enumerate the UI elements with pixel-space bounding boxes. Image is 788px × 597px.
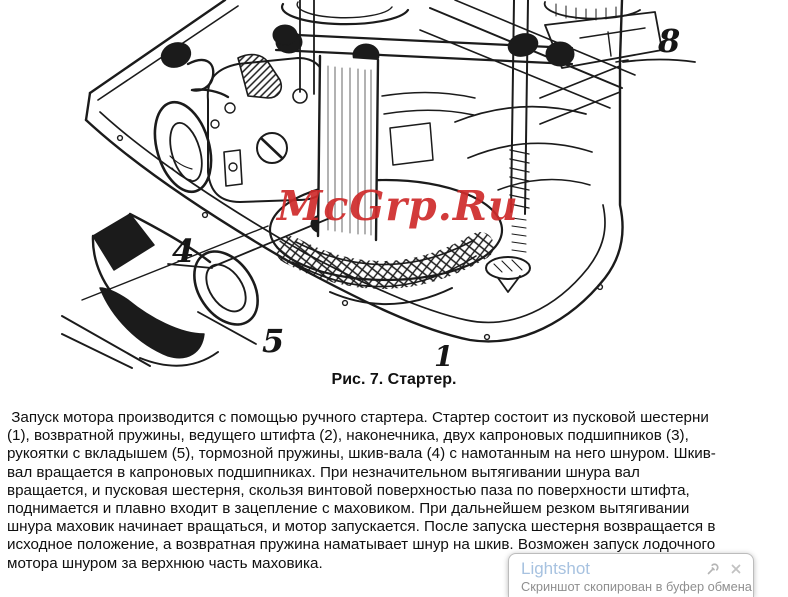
starter-handle <box>62 214 271 368</box>
paragraph-line: шнура маховик начинает вращаться, и мотор запускается. После запуска шестерня возвращается в <box>7 518 716 536</box>
callout-4: 4 <box>172 232 195 270</box>
paragraph-line: вращается, и пусковая шестерня, скользя винтовой поверхностью паза по поверхности штифта, <box>7 481 690 499</box>
callout-1: 1 <box>434 340 454 370</box>
lightshot-message: Скриншот скопирован в буфер обмена <box>521 579 752 594</box>
figure-caption: Рис. 7. Стартер. <box>331 371 457 388</box>
lightshot-popup <box>508 553 754 597</box>
paragraph-line: Запуск мотора производится с помощью ручного стартера. Стартер состоит из пусковой шестерни <box>7 409 709 426</box>
paragraph-line: (1), возвратной пружины, ведущего штифта (2), наконечника, двух капроновых подшипников (3), <box>7 427 689 445</box>
paragraph-line: рукоятки с вкладышем (5), тормозной пружины, шкив-вала (4) с намотанным на него шнуром. Шкив- <box>7 445 716 463</box>
paragraph-line: исходное положение, а возвратная пружина наматывает шнур на шкив. Возможен запуск лодочного <box>7 536 716 554</box>
wrench-icon[interactable] <box>706 562 720 576</box>
paragraph-line: мотора шнуром за верхнюю часть маховика. <box>7 554 323 572</box>
site-watermark: McGrp.Ru <box>277 182 519 230</box>
paragraph-line: поднимается и плавно входит в зацепление с маховиком. При дальнейшем резком вытягивании <box>7 500 690 518</box>
callout-8: 8 <box>658 22 681 60</box>
callout-5: 5 <box>262 322 285 360</box>
lightshot-title: Lightshot <box>521 559 590 578</box>
paragraph-line: вал вращается в капроновых подшипниках. При незначительном вытягивании шнура вал <box>7 463 640 481</box>
close-icon[interactable] <box>729 562 743 576</box>
paragraph <box>7 409 787 573</box>
